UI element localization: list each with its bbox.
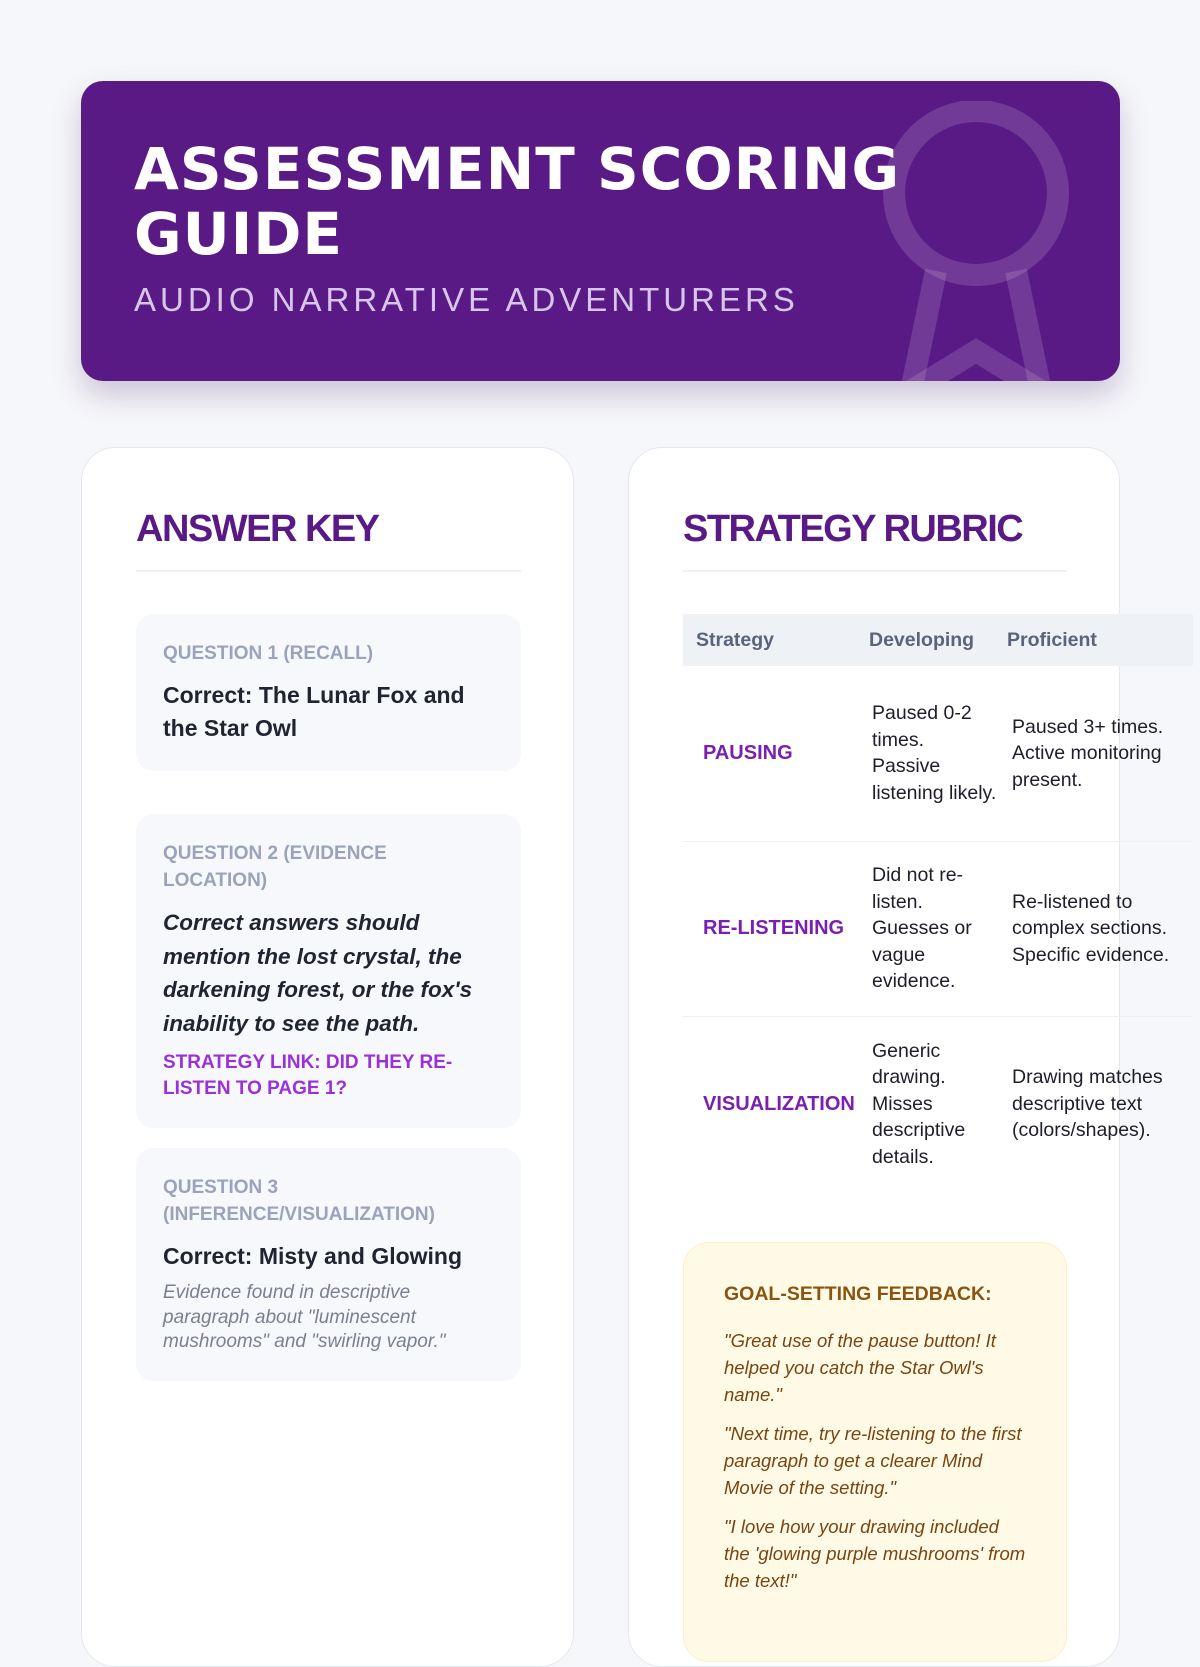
feedback-item: "I love how your drawing included the 'glowing purple mushrooms' from the text!" [724,1516,1026,1591]
strategy-link: STRATEGY LINK: DID THEY RE-LISTEN TO PAGE 1? [163,1052,453,1099]
strategy-cell: RE-LISTENING [683,841,869,1016]
question-label: QUESTION 2 (EVIDENCE LOCATION) [163,843,387,891]
question-1-block [136,614,521,771]
question-label: QUESTION 3 (INFERENCE/VISUALIZATION) [163,1177,435,1225]
strategy-cell: PAUSING [683,666,869,841]
rubric-table [683,614,1193,1191]
column-header-strategy: Strategy [683,614,869,666]
rubric-heading: STRATEGY RUBRIC [683,508,1023,550]
feedback-title: GOAL-SETTING FEEDBACK: [724,1283,992,1305]
developing-cell: Paused 0-2 times. Passive listening likely. [869,666,1005,841]
award-ribbon-icon [881,101,1071,381]
answer-key-card [81,447,574,1667]
question-answer: Correct: Misty and Glowing [163,1243,463,1269]
question-answer: Correct answers should mention the lost crystal, the darkening forest, or the fox's inability to see the path. [163,910,473,1036]
strategy-rubric-card [628,447,1170,1667]
answer-key-heading: ANSWER KEY [136,508,379,550]
page-title: ASSESSMENT SCORING GUIDE [134,135,901,268]
goal-setting-feedback-box [683,1242,1067,1662]
header-banner [81,81,1120,381]
question-label: QUESTION 1 (RECALL) [163,643,374,664]
proficient-cell: Re-listened to complex sections. Specific evidence. [1005,841,1193,1016]
divider [136,570,521,572]
table-header-row [683,614,1193,666]
proficient-cell: Paused 3+ times. Active monitoring present. [1005,666,1193,841]
table-row [683,1016,1193,1191]
developing-cell: Generic drawing. Misses descriptive details. [872,1039,966,1168]
question-answer: Correct: The Lunar Fox and the Star Owl [163,682,465,741]
divider [683,570,1067,572]
strategy-cell: VISUALIZATION [703,1092,855,1115]
question-2-block [136,814,521,1128]
developing-cell: Did not re-listen. Guesses or vague evidence. [869,841,1005,1016]
evidence-note: Evidence found in descriptive paragraph about "luminescent mushrooms" and "swirling vapor." [163,1282,446,1352]
question-3-block [136,1148,521,1381]
column-header-proficient: Proficient [1005,614,1193,666]
column-header-developing: Developing [869,614,1005,666]
feedback-item: "Great use of the pause button! It helped you catch the Star Owl's name." [724,1330,996,1405]
page-subtitle: AUDIO NARRATIVE ADVENTURERS [134,281,799,318]
table-row [683,841,1193,1016]
table-row [683,666,1193,841]
feedback-item: "Next time, try re-listening to the first paragraph to get a clearer Mind Movie of the setting." [724,1423,1022,1498]
proficient-cell: Drawing matches descriptive text (colors/shapes). [1012,1066,1163,1141]
